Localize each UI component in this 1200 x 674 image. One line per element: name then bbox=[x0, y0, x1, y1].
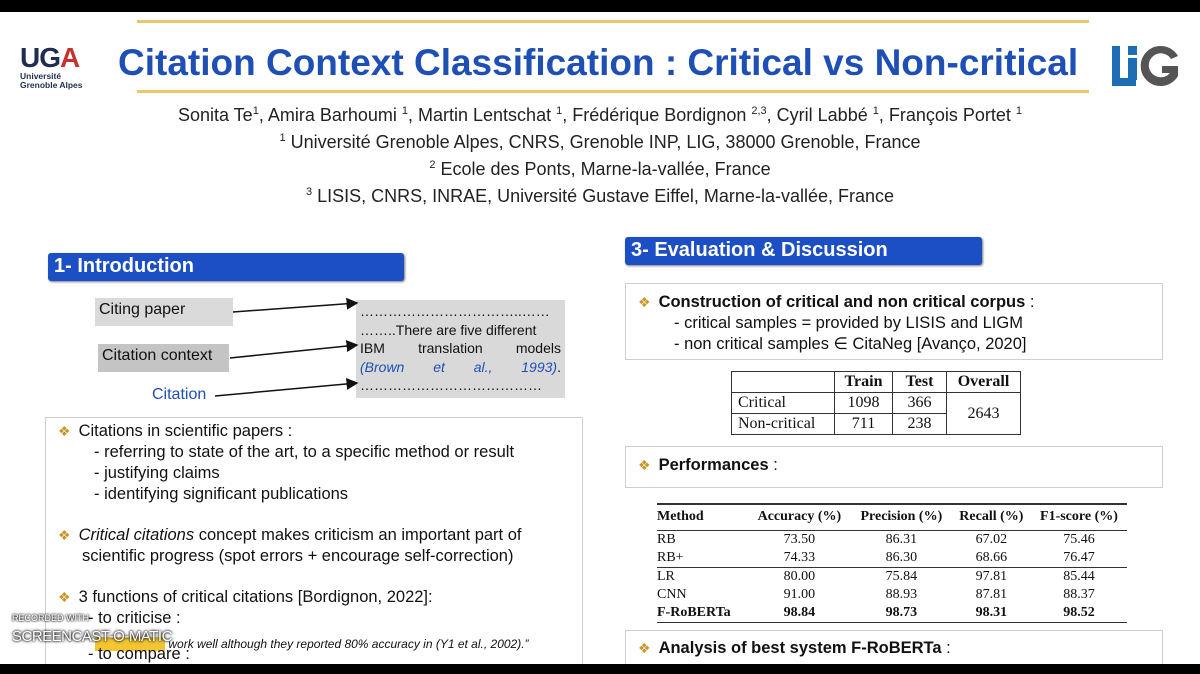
table-cell: 711 bbox=[835, 414, 893, 435]
table-cell: 98.84 bbox=[748, 604, 851, 623]
table-header: Recall (%) bbox=[952, 504, 1031, 530]
quote-cite-word: (Brown bbox=[360, 358, 405, 375]
affiliation-sup: 1 bbox=[279, 132, 286, 144]
table-cell: 98.31 bbox=[952, 604, 1031, 623]
table-cell: 86.30 bbox=[885, 549, 918, 565]
performance-table bbox=[657, 503, 1127, 623]
author-sup: 1 bbox=[1015, 105, 1023, 117]
section-heading-evaluation: 3- Evaluation & Discussion bbox=[625, 237, 982, 265]
table-cell: 87.81 bbox=[975, 586, 1008, 602]
diamond-bullet-icon: ❖ bbox=[58, 527, 71, 543]
author-sup: 1 bbox=[872, 105, 879, 117]
table-cell-overall: 2643 bbox=[947, 393, 1021, 435]
table-row bbox=[657, 549, 1127, 568]
affiliation-text: Université Grenoble Alpes, CNRS, Grenoble INP, LIG, 38000 Grenoble, France bbox=[285, 132, 921, 152]
recorder-watermark-brand: SCREENCAST-O-MATIC bbox=[12, 628, 172, 645]
page-title: Citation Context Classification : Critical vs Non-critical bbox=[118, 42, 1079, 83]
bullet-title: Construction of critical and non critical corpus bbox=[658, 293, 1026, 311]
quote-cite-word: 1993) bbox=[521, 358, 558, 375]
arrow-citing-paper bbox=[233, 303, 357, 312]
author-sup: 1 bbox=[252, 105, 259, 117]
bullet-analysis bbox=[638, 638, 951, 659]
table-header bbox=[732, 372, 835, 393]
bullet-critical-citations bbox=[58, 525, 521, 567]
quote-text: There are five different bbox=[395, 321, 537, 338]
uga-logo bbox=[20, 44, 100, 94]
uga-logo-line1: Université bbox=[20, 71, 62, 81]
table-header: Train bbox=[835, 372, 893, 393]
uga-logo-mark: UGA bbox=[20, 42, 80, 73]
table-cell: 238 bbox=[893, 414, 947, 435]
bullet-text: concept makes criticism an important part of bbox=[194, 526, 522, 544]
table-cell: 88.93 bbox=[885, 586, 918, 602]
diamond-bullet-icon: ❖ bbox=[638, 640, 651, 656]
table-cell: RB bbox=[657, 531, 676, 547]
quote-cite-word: et bbox=[433, 358, 445, 375]
table-header: F1-score (%) bbox=[1031, 504, 1127, 530]
bullet-construction bbox=[638, 292, 1034, 355]
section-heading-introduction: 1- Introduction bbox=[48, 253, 404, 281]
table-cell: Critical bbox=[732, 393, 835, 414]
bullet-suffix: : bbox=[1025, 293, 1035, 311]
quote-period: . bbox=[557, 358, 561, 375]
table-cell: 75.46 bbox=[1063, 531, 1095, 547]
table-cell: Non-critical bbox=[732, 414, 835, 435]
table-cell: 97.81 bbox=[952, 567, 1031, 586]
bullet-suffix: : bbox=[941, 639, 951, 657]
citation-label: Citation bbox=[152, 386, 207, 403]
quote-dots: …….. bbox=[360, 321, 396, 338]
table-header: Precision (%) bbox=[851, 504, 952, 530]
quote-word: models bbox=[515, 340, 561, 356]
quote-line bbox=[360, 339, 561, 358]
quote-text: work well although they reported 80% accuracy in (Y1 et al., 2002).” bbox=[168, 637, 529, 651]
table-cell: 75.84 bbox=[851, 567, 952, 586]
uga-logo-line2: Grenoble Alpes bbox=[20, 80, 83, 90]
author-name: François Portet bbox=[888, 105, 1016, 125]
bullet-performances bbox=[638, 455, 778, 476]
author-list: Sonita Te$^1$, Amira Barhoumi $^1$, Martin Lentschat $^1$, Frédérique Bordignon $^{2,3}$, Cyril Labbé $^1$, François Portet $^1$ bbox=[177, 105, 1023, 125]
table-row bbox=[657, 567, 1127, 586]
table-cell: 80.00 bbox=[748, 567, 851, 586]
bullet-citations bbox=[58, 421, 514, 505]
diamond-bullet-icon: ❖ bbox=[58, 423, 71, 439]
table-header: Method bbox=[657, 504, 748, 530]
affiliation bbox=[0, 127, 1200, 154]
affiliation bbox=[0, 181, 1200, 208]
quote-word: translation bbox=[418, 340, 483, 356]
sub-bullet: - justifying claims bbox=[94, 464, 220, 482]
table-cell: 74.33 bbox=[783, 549, 816, 565]
bullet-title: Analysis of best system F-RoBERTa bbox=[658, 639, 942, 657]
bullet-suffix: : bbox=[768, 456, 778, 474]
quote-line bbox=[360, 321, 561, 340]
lig-logo bbox=[1110, 42, 1182, 90]
author-name: Amira Barhoumi bbox=[267, 105, 402, 125]
diamond-bullet-icon: ❖ bbox=[58, 589, 71, 605]
table-cell: 98.73 bbox=[851, 604, 952, 623]
gold-rule-bottom bbox=[137, 90, 1089, 93]
bullet-text-continued: scientific progress (spot errors + encourage self-correction) bbox=[82, 547, 514, 565]
letterbox-bottom bbox=[0, 664, 1200, 674]
table-header-row bbox=[732, 372, 1021, 393]
table-row bbox=[657, 530, 1127, 549]
gold-rule-top bbox=[137, 20, 1089, 23]
author-block bbox=[0, 100, 1200, 208]
affiliation-text: Ecole des Ponts, Marne-la-vallée, France bbox=[435, 159, 771, 179]
table-cell: 86.31 bbox=[885, 531, 918, 547]
citation-example-box bbox=[356, 300, 565, 398]
bullet-emphasis: Critical citations bbox=[78, 526, 195, 544]
sub-bullet: - referring to state of the art, to a specific method or result bbox=[94, 443, 515, 461]
affiliation-sup: 2 bbox=[429, 159, 436, 171]
sub-bullet: - to criticise : bbox=[88, 609, 181, 627]
table-cell: 88.37 bbox=[1063, 586, 1095, 602]
affiliation-sup: 3 bbox=[306, 186, 313, 198]
table-row bbox=[657, 604, 1127, 623]
table-cell: 366 bbox=[893, 393, 947, 414]
table-cell: F-RoBERTa bbox=[657, 604, 748, 623]
table-cell: 67.02 bbox=[975, 531, 1008, 547]
table-cell: CNN bbox=[657, 586, 687, 602]
quote-line: ………………………………… bbox=[360, 377, 542, 393]
affiliation bbox=[0, 154, 1200, 181]
citing-paper-label: Citing paper bbox=[95, 298, 233, 326]
arrow-citation bbox=[215, 383, 357, 396]
diamond-bullet-icon: ❖ bbox=[638, 457, 651, 473]
table-row bbox=[657, 586, 1127, 605]
bullet-title: Performances bbox=[658, 456, 769, 474]
author-name: Cyril Labbé bbox=[776, 105, 873, 125]
table-cell: 91.00 bbox=[783, 586, 816, 602]
table-cell: 1098 bbox=[835, 393, 893, 414]
diamond-bullet-icon: ❖ bbox=[638, 294, 651, 310]
table-header: Accuracy (%) bbox=[748, 504, 851, 530]
table-cell: 85.44 bbox=[1031, 567, 1127, 586]
table-header: Overall bbox=[947, 372, 1021, 393]
sub-bullet-compare: - to compare : bbox=[88, 645, 190, 663]
author-sup: 1 bbox=[556, 105, 563, 117]
quote-line bbox=[360, 358, 561, 377]
author-name: Sonita Te bbox=[177, 105, 253, 125]
author-sup: 1 bbox=[401, 105, 408, 117]
table-header: Test bbox=[893, 372, 947, 393]
quote-line: ……………………………..…… bbox=[360, 303, 550, 319]
bullet-text: Citations in scientific papers : bbox=[78, 422, 293, 440]
bullet-text: 3 functions of critical citations [Bordignon, 2022]: bbox=[78, 588, 433, 606]
table-row bbox=[732, 393, 1021, 414]
quote-cite-word: al., bbox=[473, 358, 493, 375]
quote-word: IBM bbox=[360, 340, 385, 356]
table-header-row bbox=[657, 504, 1127, 530]
sub-bullet: - non critical samples ∈ CitaNeg [Avanço, 2020] bbox=[674, 335, 1027, 353]
author-sup: 2,3 bbox=[751, 105, 767, 117]
sub-bullet: - critical samples = provided by LISIS and LIGM bbox=[674, 314, 1023, 332]
sub-bullet: - identifying significant publications bbox=[94, 485, 349, 503]
author-name: Frédérique Bordignon bbox=[572, 105, 752, 125]
author-name: Martin Lentschat bbox=[418, 105, 557, 125]
table-cell: 98.52 bbox=[1031, 604, 1127, 623]
recorder-watermark-caption: RECORDED WITH bbox=[12, 613, 89, 623]
arrow-citation-context bbox=[230, 345, 357, 358]
citation-context-label: Citation context bbox=[98, 344, 229, 372]
corpus-table bbox=[731, 371, 1021, 435]
table-cell: RB+ bbox=[657, 549, 684, 565]
table-cell: 76.47 bbox=[1063, 549, 1095, 565]
bullet-functions bbox=[58, 587, 433, 629]
table-cell: 68.66 bbox=[975, 549, 1008, 565]
affiliation-text: LISIS, CNRS, INRAE, Université Gustave Eiffel, Marne-la-vallée, France bbox=[312, 186, 894, 206]
table-cell: 73.50 bbox=[783, 531, 816, 547]
poster-slide bbox=[0, 12, 1200, 664]
table-cell: LR bbox=[657, 567, 748, 586]
